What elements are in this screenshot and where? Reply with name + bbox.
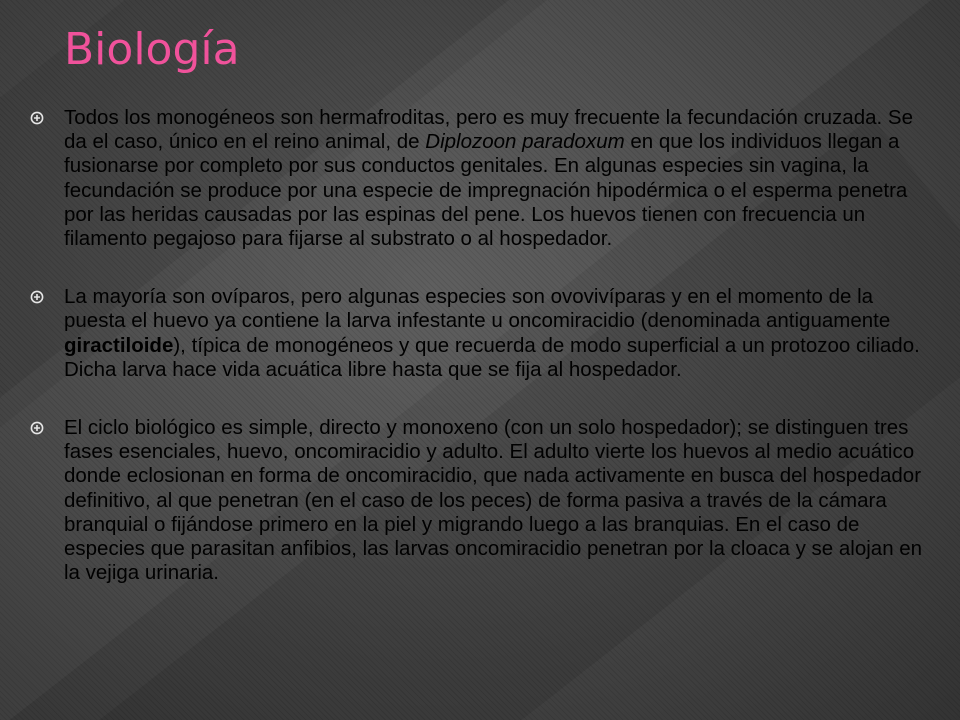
bullet-text-segment: en que los individuos llegan a fusionarse por completo por sus conductos genitales. En algunas especies sin vagina, la fecundación se produce por una especie de impregnación hipodérmica o el esperma penetra por las heridas causadas por las espinas del pene. Los huevos tienen con frecuencia un filamento pegajoso para fijarse al substrato o al hospedador.: [64, 130, 908, 251]
bullet-text: [64, 416, 930, 585]
bullet-text: [64, 285, 930, 382]
circled-plus-bullet-icon: [30, 290, 44, 304]
slide-title: Biología: [64, 24, 240, 75]
circled-plus-bullet-icon: [30, 421, 44, 435]
bullet-text-segment: Todos los monogéneos son hermafroditas, pero es muy frecuente la fecundación cruzada. Se da el caso, único en el reino animal, de: [64, 106, 913, 154]
bullet-text: [64, 106, 930, 251]
bullet-text-segment: La mayoría son ovíparos, pero algunas especies son ovovivíparas y en el momento de la puesta el huevo ya contiene la larva infestante u oncomiracidio (denominada antiguamente: [64, 285, 891, 333]
bullet-item: [30, 285, 930, 382]
bullet-item: [30, 106, 930, 251]
bullet-text-segment: El ciclo biológico es simple, directo y monoxeno (con un solo hospedador); se distinguen tres fases esenciales, huevo, oncomiracidio y adulto. El adulto vierte los huevos al medio acuático donde eclosionan en forma de oncomiracidio, que nada activamente en busca del hospedador definitivo, al que penetran (en el caso de los peces) de forma pasiva a través de la cámara branquial o fijándose primero en la piel y migrando luego a las branquias. En el caso de especies que parasitan anfibios, las larvas oncomiracidio penetran por la cloaca y se alojan en la vejiga urinaria.: [64, 416, 923, 585]
species-name-italic: Diplozoon paradoxum: [425, 130, 625, 154]
bullet-list: [30, 106, 930, 619]
bullet-item: [30, 416, 930, 585]
bullet-text-segment: ), típica de monogéneos y que recuerda de modo superficial a un protozoo ciliado. Dicha larva hace vida acuática libre hasta que se fija al hospedador.: [64, 333, 920, 381]
circled-plus-bullet-icon: [30, 111, 44, 125]
bold-term: giractiloide: [64, 333, 174, 357]
